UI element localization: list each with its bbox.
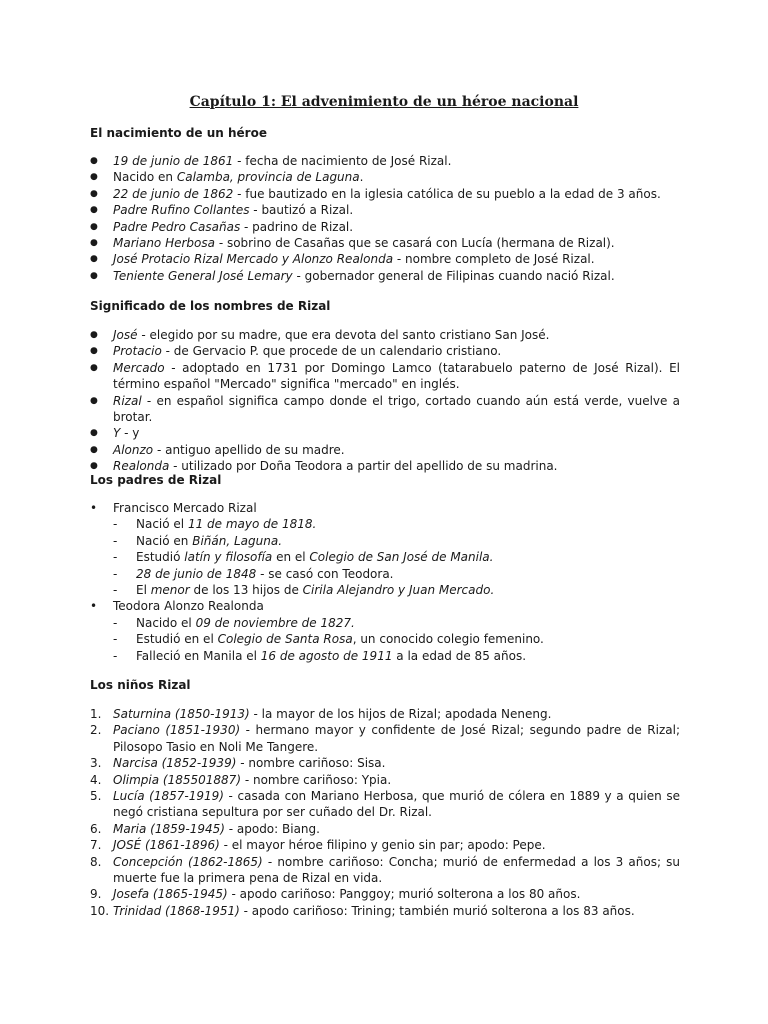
italic-run: Colegio de San José de Manila.: [309, 550, 494, 565]
parent-detail: [113, 516, 680, 532]
list-marker: 9.: [90, 887, 102, 902]
list-item-text: [136, 516, 680, 532]
italic-run: Rizal: [113, 393, 142, 408]
list-item-text: [113, 788, 680, 821]
list-marker: ●: [90, 270, 98, 281]
list-marker: -: [113, 517, 118, 532]
list-item-text: [113, 722, 680, 755]
text-run: - nombre completo de José Rizal.: [393, 252, 595, 267]
text-run: Estudió: [136, 550, 185, 565]
text-run: Nació el: [136, 517, 188, 532]
list-marker: ●: [90, 188, 98, 199]
italic-run: Josefa (1865-1945): [113, 887, 228, 902]
list-item-text: [113, 772, 680, 788]
list-item-text: [113, 202, 680, 218]
text-run: El: [136, 583, 151, 598]
parents-list: [90, 500, 680, 664]
list-item-text: [113, 235, 680, 251]
list-marker: -: [113, 533, 118, 548]
italic-run: menor: [150, 583, 190, 598]
child-list-item: [90, 755, 680, 771]
list-item: [90, 169, 680, 185]
list-marker: 1.: [90, 707, 102, 721]
parent-detail: [113, 549, 680, 565]
text-run: - fue bautizado en la iglesia católica de su pueblo a la edad de 3 años.: [233, 186, 661, 201]
list-item-text: [113, 442, 680, 458]
list-marker: -: [113, 632, 118, 647]
text-run: - bautizó a Rizal.: [249, 203, 354, 218]
list-item-text: [113, 886, 680, 902]
list-item-text: [113, 327, 680, 343]
text-run: Falleció en Manila el: [136, 648, 261, 663]
text-run: Nació en: [136, 533, 193, 548]
list-marker: ●: [90, 395, 98, 406]
italic-run: 19 de junio de 1861: [113, 154, 234, 168]
list-item-text: [113, 854, 680, 887]
child-list-item: [90, 788, 680, 821]
italic-run: Saturnina (1850-1913): [113, 707, 250, 721]
list-marker: -: [113, 583, 118, 598]
list-item: [90, 235, 680, 251]
list-item-text: [113, 343, 680, 359]
list-item: [90, 202, 680, 218]
italic-run: Realonda: [113, 459, 170, 474]
italic-run: Teniente General José Lemary: [113, 268, 293, 283]
text-run: - de Gervacio P. que procede de un calendario cristiano.: [161, 344, 502, 359]
parent-detail: [113, 566, 680, 582]
child-list-item: [90, 821, 680, 837]
parent-detail: [113, 648, 680, 664]
italic-run: 11 de mayo de 1818.: [187, 517, 317, 532]
list-item-text: [113, 393, 680, 426]
parent-item: [90, 598, 680, 614]
italic-run: Mariano Herbosa: [113, 236, 215, 251]
italic-run: Alonzo: [113, 442, 154, 457]
section-heading-birth: El nacimiento de un héroe: [90, 126, 267, 140]
italic-run: latín y filosofía: [184, 550, 273, 565]
italic-run: Y: [113, 426, 121, 441]
italic-run: 28 de junio de 1848: [136, 566, 257, 581]
list-item: [90, 186, 680, 202]
list-item-text: [136, 533, 680, 549]
names-list: [90, 327, 680, 475]
list-item-text: [113, 251, 680, 267]
italic-run: José Protacio Rizal Mercado y Alonzo Realonda: [113, 252, 394, 267]
text-run: - sobrino de Casañas que se casará con Lucía (hermana de Rizal).: [215, 236, 615, 251]
list-item-text: [136, 615, 680, 631]
text-run: - apodo cariñoso: Panggoy; murió solterona a los 80 años.: [227, 887, 581, 902]
list-item-text: [113, 219, 680, 235]
italic-run: Biñán, Laguna.: [192, 533, 283, 548]
list-item-text: [136, 631, 680, 647]
text-run: en el: [272, 550, 310, 565]
text-run: - nombre cariñoso: Concha; murió de enfermedad a los 3 años; su muerte fue la primera pena de Rizal en vida.: [113, 854, 681, 886]
text-run: - fecha de nacimiento de José Rizal.: [233, 154, 452, 168]
text-run: - adoptado en 1731 por Domingo Lamco (tatarabuelo paterno de José Rizal). El término español "Mercado" significa "mercado" en inglés.: [113, 360, 680, 392]
list-item: [90, 343, 680, 359]
list-item-text: [113, 268, 680, 284]
list-marker: -: [113, 615, 118, 630]
child-list-item: [90, 722, 680, 755]
text-run: - apodo cariñoso: Trining; también murió solterona a los 83 años.: [239, 903, 635, 918]
list-marker: ●: [90, 362, 98, 373]
parent-name: Francisco Mercado Rizal: [113, 501, 257, 515]
parent-detail: [113, 615, 680, 631]
list-item: [90, 219, 680, 235]
italic-run: Cirila Alejandro y Juan Mercado.: [302, 583, 495, 598]
text-run: Estudió en el: [136, 632, 218, 647]
list-marker: 5.: [90, 789, 102, 804]
list-marker: ●: [90, 346, 98, 357]
list-item-text: [113, 706, 680, 722]
parent-item: [90, 500, 680, 516]
italic-run: 16 de agosto de 1911: [260, 648, 393, 663]
list-marker: 10.: [90, 903, 110, 918]
list-marker: -: [113, 648, 118, 663]
italic-run: Colegio de Santa Rosa: [217, 632, 353, 647]
italic-run: Protacio: [113, 344, 162, 359]
list-item: [90, 327, 680, 343]
list-marker: ●: [90, 156, 98, 166]
parent-detail: [113, 631, 680, 647]
text-run: de los 13 hijos de: [189, 583, 303, 598]
text-run: - la mayor de los hijos de Rizal; apodada Neneng.: [249, 707, 552, 721]
text-run: - en español significa campo donde el trigo, cortado cuando aún está verde, vuelve a brotar.: [113, 393, 680, 425]
list-marker: -: [113, 550, 118, 565]
text-run: - y: [120, 426, 140, 441]
list-item-text: [113, 755, 680, 771]
italic-run: Padre Rufino Collantes: [113, 203, 250, 218]
list-item: [90, 360, 680, 393]
italic-run: José: [113, 328, 138, 342]
text-run: - padrino de Rizal.: [240, 219, 354, 234]
text-run: - utilizado por Doña Teodora a partir del apellido de su madrina.: [169, 459, 558, 474]
list-item: [90, 153, 680, 169]
text-run: Nacido en: [113, 170, 177, 185]
birth-list: [90, 153, 680, 284]
list-item: [90, 268, 680, 284]
list-marker: ●: [90, 172, 98, 183]
text-run: - nombre cariñoso: Sisa.: [236, 756, 386, 771]
text-run: - se casó con Teodora.: [256, 566, 394, 581]
child-list-item: [90, 772, 680, 788]
list-marker: •: [90, 599, 98, 614]
list-marker: 6.: [90, 821, 102, 836]
child-list-item: [90, 903, 680, 919]
list-marker: 8.: [90, 854, 102, 869]
italic-run: Paciano (1851-1930): [113, 723, 241, 738]
text-run: .: [359, 170, 364, 185]
italic-run: Narcisa (1852-1939): [113, 756, 237, 771]
child-list-item: [90, 706, 680, 722]
list-item: [90, 442, 680, 458]
text-run: - gobernador general de Filipinas cuando nació Rizal.: [292, 268, 615, 283]
italic-run: Mercado: [113, 360, 165, 375]
list-marker: -: [113, 566, 118, 581]
italic-run: Trinidad (1868-1951): [113, 903, 240, 918]
list-item-text: [113, 360, 680, 393]
list-marker: 4.: [90, 772, 102, 787]
parent-detail: [113, 533, 680, 549]
list-item: [90, 393, 680, 426]
list-marker: ●: [90, 330, 98, 340]
italic-run: Concepción (1862-1865): [113, 854, 263, 869]
italic-run: Calamba, provincia de Laguna: [176, 170, 360, 185]
list-marker: ●: [90, 221, 98, 232]
italic-run: JOSÉ (1861-1896): [113, 838, 220, 853]
list-item-text: [136, 549, 680, 565]
list-marker: 2.: [90, 723, 102, 738]
text-run: - elegido por su madre, que era devota del santo cristiano San José.: [137, 328, 550, 342]
italic-run: Lucía (1857-1919): [113, 789, 224, 804]
list-item-text: [113, 903, 680, 919]
section-heading-children: Los niños Rizal: [90, 678, 191, 692]
parent-detail: [113, 582, 680, 598]
list-item-text: [113, 425, 680, 441]
text-run: - casada con Mariano Herbosa, que murió de cólera en 1889 y a quien se negó cristiana sepultura por ser cuñado del Dr. Rizal.: [113, 789, 680, 820]
section-heading-names: Significado de los nombres de Rizal: [90, 299, 331, 313]
text-run: Nacido el: [136, 615, 196, 630]
list-item-text: [113, 153, 680, 169]
list-item-text: [113, 186, 680, 202]
list-item-text: [113, 837, 680, 853]
italic-run: Olimpia (185501887): [113, 772, 241, 787]
list-item-text: [113, 821, 680, 837]
child-list-item: [90, 854, 680, 887]
list-marker: 3.: [90, 756, 102, 771]
section-heading-parents: Los padres de Rizal: [90, 473, 222, 487]
list-marker: •: [90, 501, 98, 515]
page-title: Capítulo 1: El advenimiento de un héroe nacional: [189, 94, 579, 110]
list-marker: ●: [90, 428, 98, 439]
list-marker: ●: [90, 205, 98, 216]
child-list-item: [90, 837, 680, 853]
italic-run: 09 de noviembre de 1827.: [195, 615, 355, 630]
italic-run: 22 de junio de 1862: [113, 186, 234, 201]
list-item-text: [136, 582, 680, 598]
list-item: [90, 251, 680, 267]
italic-run: Maria (1859-1945): [113, 821, 225, 836]
italic-run: Padre Pedro Casañas: [113, 219, 241, 234]
list-marker: ●: [90, 444, 98, 455]
text-run: - antiguo apellido de su madre.: [153, 442, 345, 457]
parent-name: Teodora Alonzo Realonda: [113, 599, 264, 614]
list-marker: ●: [90, 461, 98, 472]
text-run: a la edad de 85 años.: [392, 648, 527, 663]
list-item-text: [136, 566, 680, 582]
list-item-text: [113, 169, 680, 185]
list-item: [90, 425, 680, 441]
text-run: - nombre cariñoso: Ypia.: [241, 772, 392, 787]
children-list: [90, 706, 680, 919]
text-run: - apodo: Biang.: [224, 821, 320, 836]
list-marker: ●: [90, 238, 98, 249]
text-run: - el mayor héroe filipino y genio sin par; apodo: Pepe.: [219, 838, 546, 853]
text-run: , un conocido colegio femenino.: [352, 632, 544, 647]
list-marker: ●: [90, 254, 98, 265]
text-run: - hermano mayor y confidente de José Rizal; segundo padre de Rizal; Pilosopo Tasio en Noli Me Tangere.: [113, 723, 680, 754]
list-marker: 7.: [90, 838, 102, 853]
child-list-item: [90, 886, 680, 902]
list-item-text: [136, 648, 680, 664]
